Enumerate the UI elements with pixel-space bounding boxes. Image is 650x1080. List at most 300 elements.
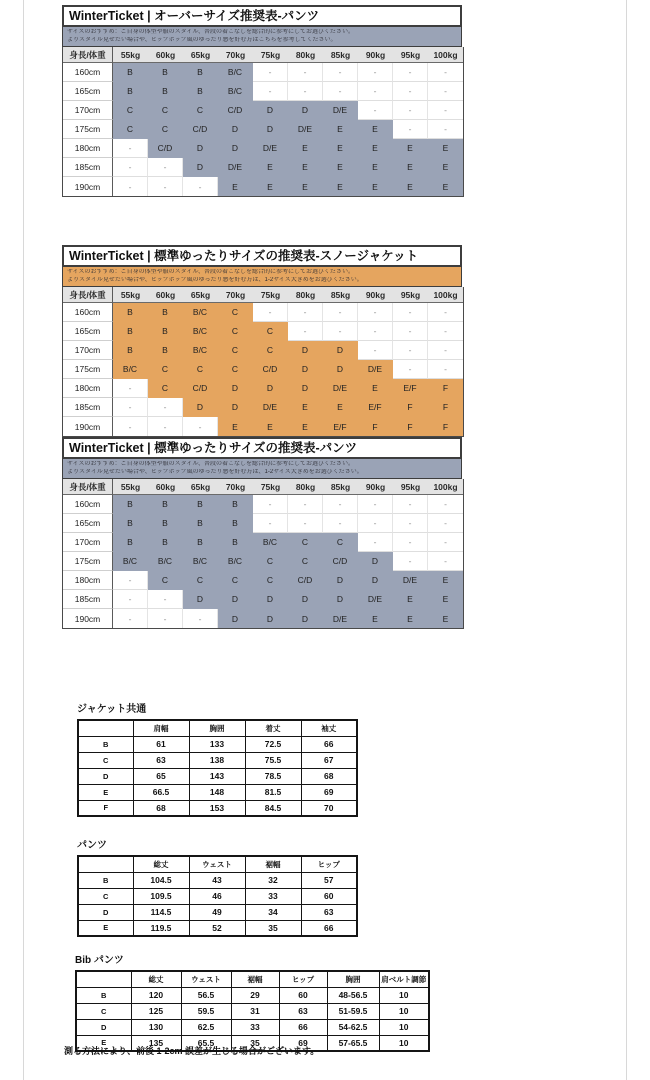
size-cell: B: [218, 495, 253, 514]
size-cell: -: [113, 571, 148, 590]
grid-row: [63, 303, 463, 322]
measurement-grid: [75, 970, 430, 1052]
size-cell: -: [148, 158, 183, 177]
column-header: 袖丈: [301, 720, 357, 736]
measurement-cell: 153: [189, 800, 245, 816]
size-cell: D: [218, 139, 253, 158]
grid-row: [78, 784, 357, 800]
height-label: 170cm: [63, 533, 113, 552]
size-cell: B: [148, 495, 183, 514]
size-cell: D: [358, 571, 393, 590]
weight-header: 70kg: [218, 479, 253, 495]
note-line: サイズのおすすめ：ご自身の体型や服のスタイル、普段の着こなしを総合的に参考にしてお選びください。: [67, 29, 354, 35]
column-header: [78, 720, 133, 736]
size-table-jacket-common: [77, 700, 358, 817]
size-cell: E: [428, 177, 463, 196]
height-label: 180cm: [63, 379, 113, 398]
size-cell: B/C: [253, 533, 288, 552]
size-cell: E: [358, 379, 393, 398]
size-cell: -: [358, 101, 393, 120]
grid-row: [63, 82, 463, 101]
size-cell: -: [148, 417, 183, 436]
size-cell: D: [218, 398, 253, 417]
size-cell: E/F: [323, 417, 358, 436]
weight-header: 60kg: [148, 287, 183, 303]
size-cell: B: [113, 303, 148, 322]
size-cell: E: [428, 609, 463, 628]
size-cell: B/C: [183, 322, 218, 341]
size-cell: -: [428, 63, 463, 82]
measurement-cell: 32: [245, 872, 301, 888]
weight-header: 55kg: [113, 287, 148, 303]
measurement-cell: 143: [189, 768, 245, 784]
grid-header-row: [63, 47, 463, 63]
size-cell: -: [323, 495, 358, 514]
measurement-cell: 114.5: [133, 904, 189, 920]
size-cell: -: [148, 398, 183, 417]
size-recommendation-grid: [62, 479, 464, 629]
size-cell: D/E: [323, 609, 358, 628]
size-cell: -: [428, 495, 463, 514]
size-cell: C: [288, 552, 323, 571]
weight-header: 55kg: [113, 47, 148, 63]
size-cell: B: [218, 514, 253, 533]
size-cell: D: [253, 379, 288, 398]
size-cell: -: [393, 82, 428, 101]
measurement-cell: 10: [379, 1035, 429, 1051]
size-cell: -: [113, 139, 148, 158]
size-cell: D: [183, 139, 218, 158]
grid-row: [63, 495, 463, 514]
size-cell: -: [288, 495, 323, 514]
grid-row: [63, 571, 463, 590]
rec-table-standard-snow-jacket: [62, 245, 462, 437]
size-cell: D: [323, 571, 358, 590]
size-cell: F: [393, 417, 428, 436]
measurement-cell: 48-56.5: [327, 987, 379, 1003]
size-cell: B/C: [183, 303, 218, 322]
size-cell: -: [113, 417, 148, 436]
measurement-cell: 57-65.5: [327, 1035, 379, 1051]
size-cell: -: [148, 590, 183, 609]
size-cell: D: [323, 590, 358, 609]
size-cell: C/D: [183, 379, 218, 398]
measurement-cell: 69: [301, 784, 357, 800]
size-cell: B/C: [218, 82, 253, 101]
size-cell: C: [183, 571, 218, 590]
size-cell: B: [148, 533, 183, 552]
measurement-cell: 133: [189, 736, 245, 752]
measurement-cell: 68: [133, 800, 189, 816]
size-letter: B: [76, 987, 131, 1003]
size-cell: D: [323, 341, 358, 360]
weight-header: 60kg: [148, 479, 183, 495]
size-cell: C: [253, 552, 288, 571]
weight-header: 95kg: [393, 287, 428, 303]
grid-row: [78, 872, 357, 888]
column-header: 総丈: [131, 971, 181, 987]
size-cell: E: [218, 177, 253, 196]
size-cell: E/F: [393, 379, 428, 398]
measurement-cell: 61: [133, 736, 189, 752]
size-cell: C/D: [183, 120, 218, 139]
size-letter: C: [76, 1003, 131, 1019]
size-cell: E: [288, 417, 323, 436]
size-letter: D: [78, 904, 133, 920]
column-header: ウェスト: [181, 971, 231, 987]
measurement-cell: 33: [231, 1019, 279, 1035]
size-cell: -: [323, 322, 358, 341]
measurement-cell: 66: [279, 1019, 327, 1035]
height-label: 175cm: [63, 120, 113, 139]
grid-row: [78, 752, 357, 768]
size-cell: -: [393, 120, 428, 139]
grid-row: [76, 1003, 429, 1019]
measurement-cell: 119.5: [133, 920, 189, 936]
size-cell: -: [428, 341, 463, 360]
height-label: 160cm: [63, 495, 113, 514]
size-cell: -: [323, 82, 358, 101]
size-cell: E: [358, 609, 393, 628]
size-letter: B: [78, 736, 133, 752]
measurement-cell: 35: [245, 920, 301, 936]
weight-header: 85kg: [323, 479, 358, 495]
height-label: 190cm: [63, 417, 113, 436]
size-cell: -: [393, 322, 428, 341]
size-cell: -: [358, 303, 393, 322]
weight-header: 80kg: [288, 47, 323, 63]
grid-row: [63, 101, 463, 120]
size-cell: D/E: [393, 571, 428, 590]
corner-header: 身長/体重: [63, 47, 113, 63]
weight-header: 80kg: [288, 287, 323, 303]
size-cell: C/D: [148, 139, 183, 158]
size-cell: D: [183, 590, 218, 609]
size-cell: C: [218, 571, 253, 590]
size-cell: F: [428, 398, 463, 417]
size-cell: D: [183, 158, 218, 177]
size-recommendation-grid: [62, 47, 464, 197]
grid-header-row: [63, 287, 463, 303]
size-cell: E: [358, 177, 393, 196]
size-cell: F: [428, 379, 463, 398]
height-label: 175cm: [63, 360, 113, 379]
size-cell: D/E: [323, 379, 358, 398]
size-cell: -: [288, 322, 323, 341]
size-cell: -: [393, 533, 428, 552]
grid-row: [76, 987, 429, 1003]
size-cell: D: [288, 609, 323, 628]
measurement-cell: 10: [379, 987, 429, 1003]
measurement-cell: 54-62.5: [327, 1019, 379, 1035]
grid-row: [63, 609, 463, 628]
size-cell: -: [183, 417, 218, 436]
size-cell: D: [288, 590, 323, 609]
size-cell: D: [323, 360, 358, 379]
size-cell: C: [253, 322, 288, 341]
grid-header-row: [78, 720, 357, 736]
size-cell: B: [183, 82, 218, 101]
height-label: 165cm: [63, 82, 113, 101]
height-label: 190cm: [63, 177, 113, 196]
corner-header: 身長/体重: [63, 479, 113, 495]
weight-header: 65kg: [183, 479, 218, 495]
measurement-cell: 66.5: [133, 784, 189, 800]
table-note: [62, 459, 462, 479]
size-cell: -: [253, 303, 288, 322]
measurement-cell: 34: [245, 904, 301, 920]
measurement-cell: 109.5: [133, 888, 189, 904]
size-cell: E: [218, 417, 253, 436]
size-cell: -: [393, 341, 428, 360]
table-note: [62, 27, 462, 47]
size-cell: B: [148, 303, 183, 322]
grid-row: [63, 341, 463, 360]
corner-header: 身長/体重: [63, 287, 113, 303]
size-cell: C: [148, 101, 183, 120]
rec-table-oversize-pants: [62, 5, 462, 197]
size-cell: B: [148, 514, 183, 533]
column-header: 肩ベルト調節: [379, 971, 429, 987]
size-cell: -: [113, 158, 148, 177]
size-cell: -: [113, 590, 148, 609]
column-header: 胸囲: [327, 971, 379, 987]
size-cell: F: [428, 417, 463, 436]
measurement-cell: 66: [301, 920, 357, 936]
table-label: Bib パンツ: [75, 955, 124, 966]
size-cell: B: [148, 341, 183, 360]
column-header: 着丈: [245, 720, 301, 736]
grid-row: [63, 158, 463, 177]
measurement-cell: 138: [189, 752, 245, 768]
size-cell: -: [323, 303, 358, 322]
size-cell: -: [253, 514, 288, 533]
size-cell: B/C: [113, 552, 148, 571]
measurement-grid: [77, 719, 358, 817]
grid-row: [78, 888, 357, 904]
size-letter: E: [78, 784, 133, 800]
measurement-cell: 59.5: [181, 1003, 231, 1019]
size-cell: -: [253, 495, 288, 514]
size-cell: F: [393, 398, 428, 417]
size-cell: E: [428, 590, 463, 609]
size-cell: D: [218, 609, 253, 628]
size-cell: -: [428, 322, 463, 341]
height-label: 190cm: [63, 609, 113, 628]
size-cell: -: [253, 82, 288, 101]
size-cell: -: [148, 177, 183, 196]
size-letter: F: [78, 800, 133, 816]
size-cell: -: [428, 120, 463, 139]
weight-header: 90kg: [358, 287, 393, 303]
weight-header: 60kg: [148, 47, 183, 63]
grid-row: [76, 1019, 429, 1035]
size-cell: C/D: [323, 552, 358, 571]
grid-row: [78, 920, 357, 936]
measurement-cell: 63: [301, 904, 357, 920]
size-cell: -: [358, 514, 393, 533]
size-cell: -: [428, 303, 463, 322]
measurement-cell: 56.5: [181, 987, 231, 1003]
measurement-cell: 63: [133, 752, 189, 768]
size-cell: -: [358, 533, 393, 552]
grid-row: [63, 360, 463, 379]
grid-row: [63, 322, 463, 341]
size-recommendation-grid: [62, 287, 464, 437]
height-label: 180cm: [63, 571, 113, 590]
size-cell: -: [393, 360, 428, 379]
size-cell: -: [113, 177, 148, 196]
size-letter: E: [78, 920, 133, 936]
size-letter: D: [76, 1019, 131, 1035]
size-cell: -: [183, 609, 218, 628]
measurement-cell: 43: [189, 872, 245, 888]
size-cell: E: [393, 609, 428, 628]
table-label: パンツ: [77, 840, 107, 851]
grid-header-row: [76, 971, 429, 987]
grid-row: [63, 398, 463, 417]
measurement-cell: 75.5: [245, 752, 301, 768]
column-header: 肩幅: [133, 720, 189, 736]
size-cell: -: [393, 552, 428, 571]
size-cell: B/C: [113, 360, 148, 379]
weight-header: 95kg: [393, 47, 428, 63]
size-cell: -: [323, 63, 358, 82]
size-cell: E: [358, 158, 393, 177]
weight-header: 95kg: [393, 479, 428, 495]
grid-row: [78, 904, 357, 920]
size-cell: E: [393, 139, 428, 158]
size-cell: -: [358, 495, 393, 514]
size-cell: C/D: [218, 101, 253, 120]
grid-row: [63, 417, 463, 436]
height-label: 160cm: [63, 303, 113, 322]
size-cell: -: [113, 398, 148, 417]
size-cell: C: [288, 533, 323, 552]
measurement-cell: 104.5: [133, 872, 189, 888]
size-cell: D/E: [253, 139, 288, 158]
height-label: 170cm: [63, 341, 113, 360]
size-cell: E: [428, 139, 463, 158]
size-cell: -: [393, 101, 428, 120]
size-cell: D/E: [323, 101, 358, 120]
size-cell: E: [288, 398, 323, 417]
size-cell: E: [288, 177, 323, 196]
size-cell: E: [323, 158, 358, 177]
size-cell: D: [288, 101, 323, 120]
size-cell: E: [288, 158, 323, 177]
size-cell: E: [428, 571, 463, 590]
grid-row: [78, 768, 357, 784]
size-cell: B: [183, 533, 218, 552]
weight-header: 70kg: [218, 47, 253, 63]
weight-header: 75kg: [253, 287, 288, 303]
measurement-cell: 65: [133, 768, 189, 784]
height-label: 165cm: [63, 322, 113, 341]
size-cell: B: [218, 533, 253, 552]
column-header: [78, 856, 133, 872]
size-cell: B: [183, 495, 218, 514]
size-cell: -: [428, 533, 463, 552]
measurement-cell: 70: [301, 800, 357, 816]
size-cell: E: [393, 177, 428, 196]
height-label: 185cm: [63, 398, 113, 417]
table-title: WinterTicket | オーバーサイズ推奨表-パンツ: [62, 5, 462, 27]
measurement-cell: 51-59.5: [327, 1003, 379, 1019]
size-cell: D: [288, 341, 323, 360]
size-cell: D: [288, 379, 323, 398]
size-cell: D: [358, 552, 393, 571]
size-cell: D: [253, 101, 288, 120]
table-label: ジャケット共通: [77, 704, 147, 715]
measurement-cell: 57: [301, 872, 357, 888]
size-cell: B/C: [183, 552, 218, 571]
weight-header: 90kg: [358, 479, 393, 495]
size-cell: E: [253, 417, 288, 436]
size-cell: B: [113, 495, 148, 514]
size-cell: -: [393, 514, 428, 533]
measurement-cell: 67: [301, 752, 357, 768]
column-header: [76, 971, 131, 987]
size-letter: C: [78, 752, 133, 768]
measurement-cell: 52: [189, 920, 245, 936]
measurement-cell: 49: [189, 904, 245, 920]
weight-header: 90kg: [358, 47, 393, 63]
weight-header: 100kg: [428, 479, 463, 495]
size-cell: E: [428, 158, 463, 177]
grid-row: [63, 63, 463, 82]
measurement-cell: 78.5: [245, 768, 301, 784]
note-line: サイズのおすすめ：ご自身の体型や服のスタイル、普段の着こなしを総合的に参考にしてお選びください。: [67, 269, 354, 275]
weight-header: 65kg: [183, 47, 218, 63]
size-cell: B: [148, 63, 183, 82]
size-cell: C: [183, 360, 218, 379]
measurement-cell: 66: [301, 736, 357, 752]
grid-row: [63, 533, 463, 552]
size-cell: E: [253, 177, 288, 196]
height-label: 175cm: [63, 552, 113, 571]
note-line: よりスタイル見せたい場合や、ヒップホップ風のゆったり感を好む方はこちらを参考してください。: [67, 36, 337, 43]
size-cell: C: [148, 360, 183, 379]
measurement-cell: 62.5: [181, 1019, 231, 1035]
size-cell: -: [288, 303, 323, 322]
weight-header: 65kg: [183, 287, 218, 303]
size-cell: C: [148, 571, 183, 590]
grid-row: [63, 379, 463, 398]
weight-header: 55kg: [113, 479, 148, 495]
measurement-cell: 60: [301, 888, 357, 904]
measurement-cell: 46: [189, 888, 245, 904]
measurement-cell: 120: [131, 987, 181, 1003]
size-cell: C/D: [288, 571, 323, 590]
size-cell: C: [148, 379, 183, 398]
measurement-grid: [77, 855, 358, 937]
measurement-cell: 31: [231, 1003, 279, 1019]
size-cell: C: [218, 360, 253, 379]
size-cell: B: [148, 322, 183, 341]
measurement-cell: 60: [279, 987, 327, 1003]
column-header: 裾幅: [231, 971, 279, 987]
size-cell: -: [393, 495, 428, 514]
weight-header: 75kg: [253, 47, 288, 63]
size-cell: C: [218, 322, 253, 341]
weight-header: 80kg: [288, 479, 323, 495]
grid-row: [63, 139, 463, 158]
measurement-cell: 10: [379, 1019, 429, 1035]
size-cell: B: [113, 533, 148, 552]
size-cell: -: [288, 63, 323, 82]
size-cell: C/D: [253, 360, 288, 379]
